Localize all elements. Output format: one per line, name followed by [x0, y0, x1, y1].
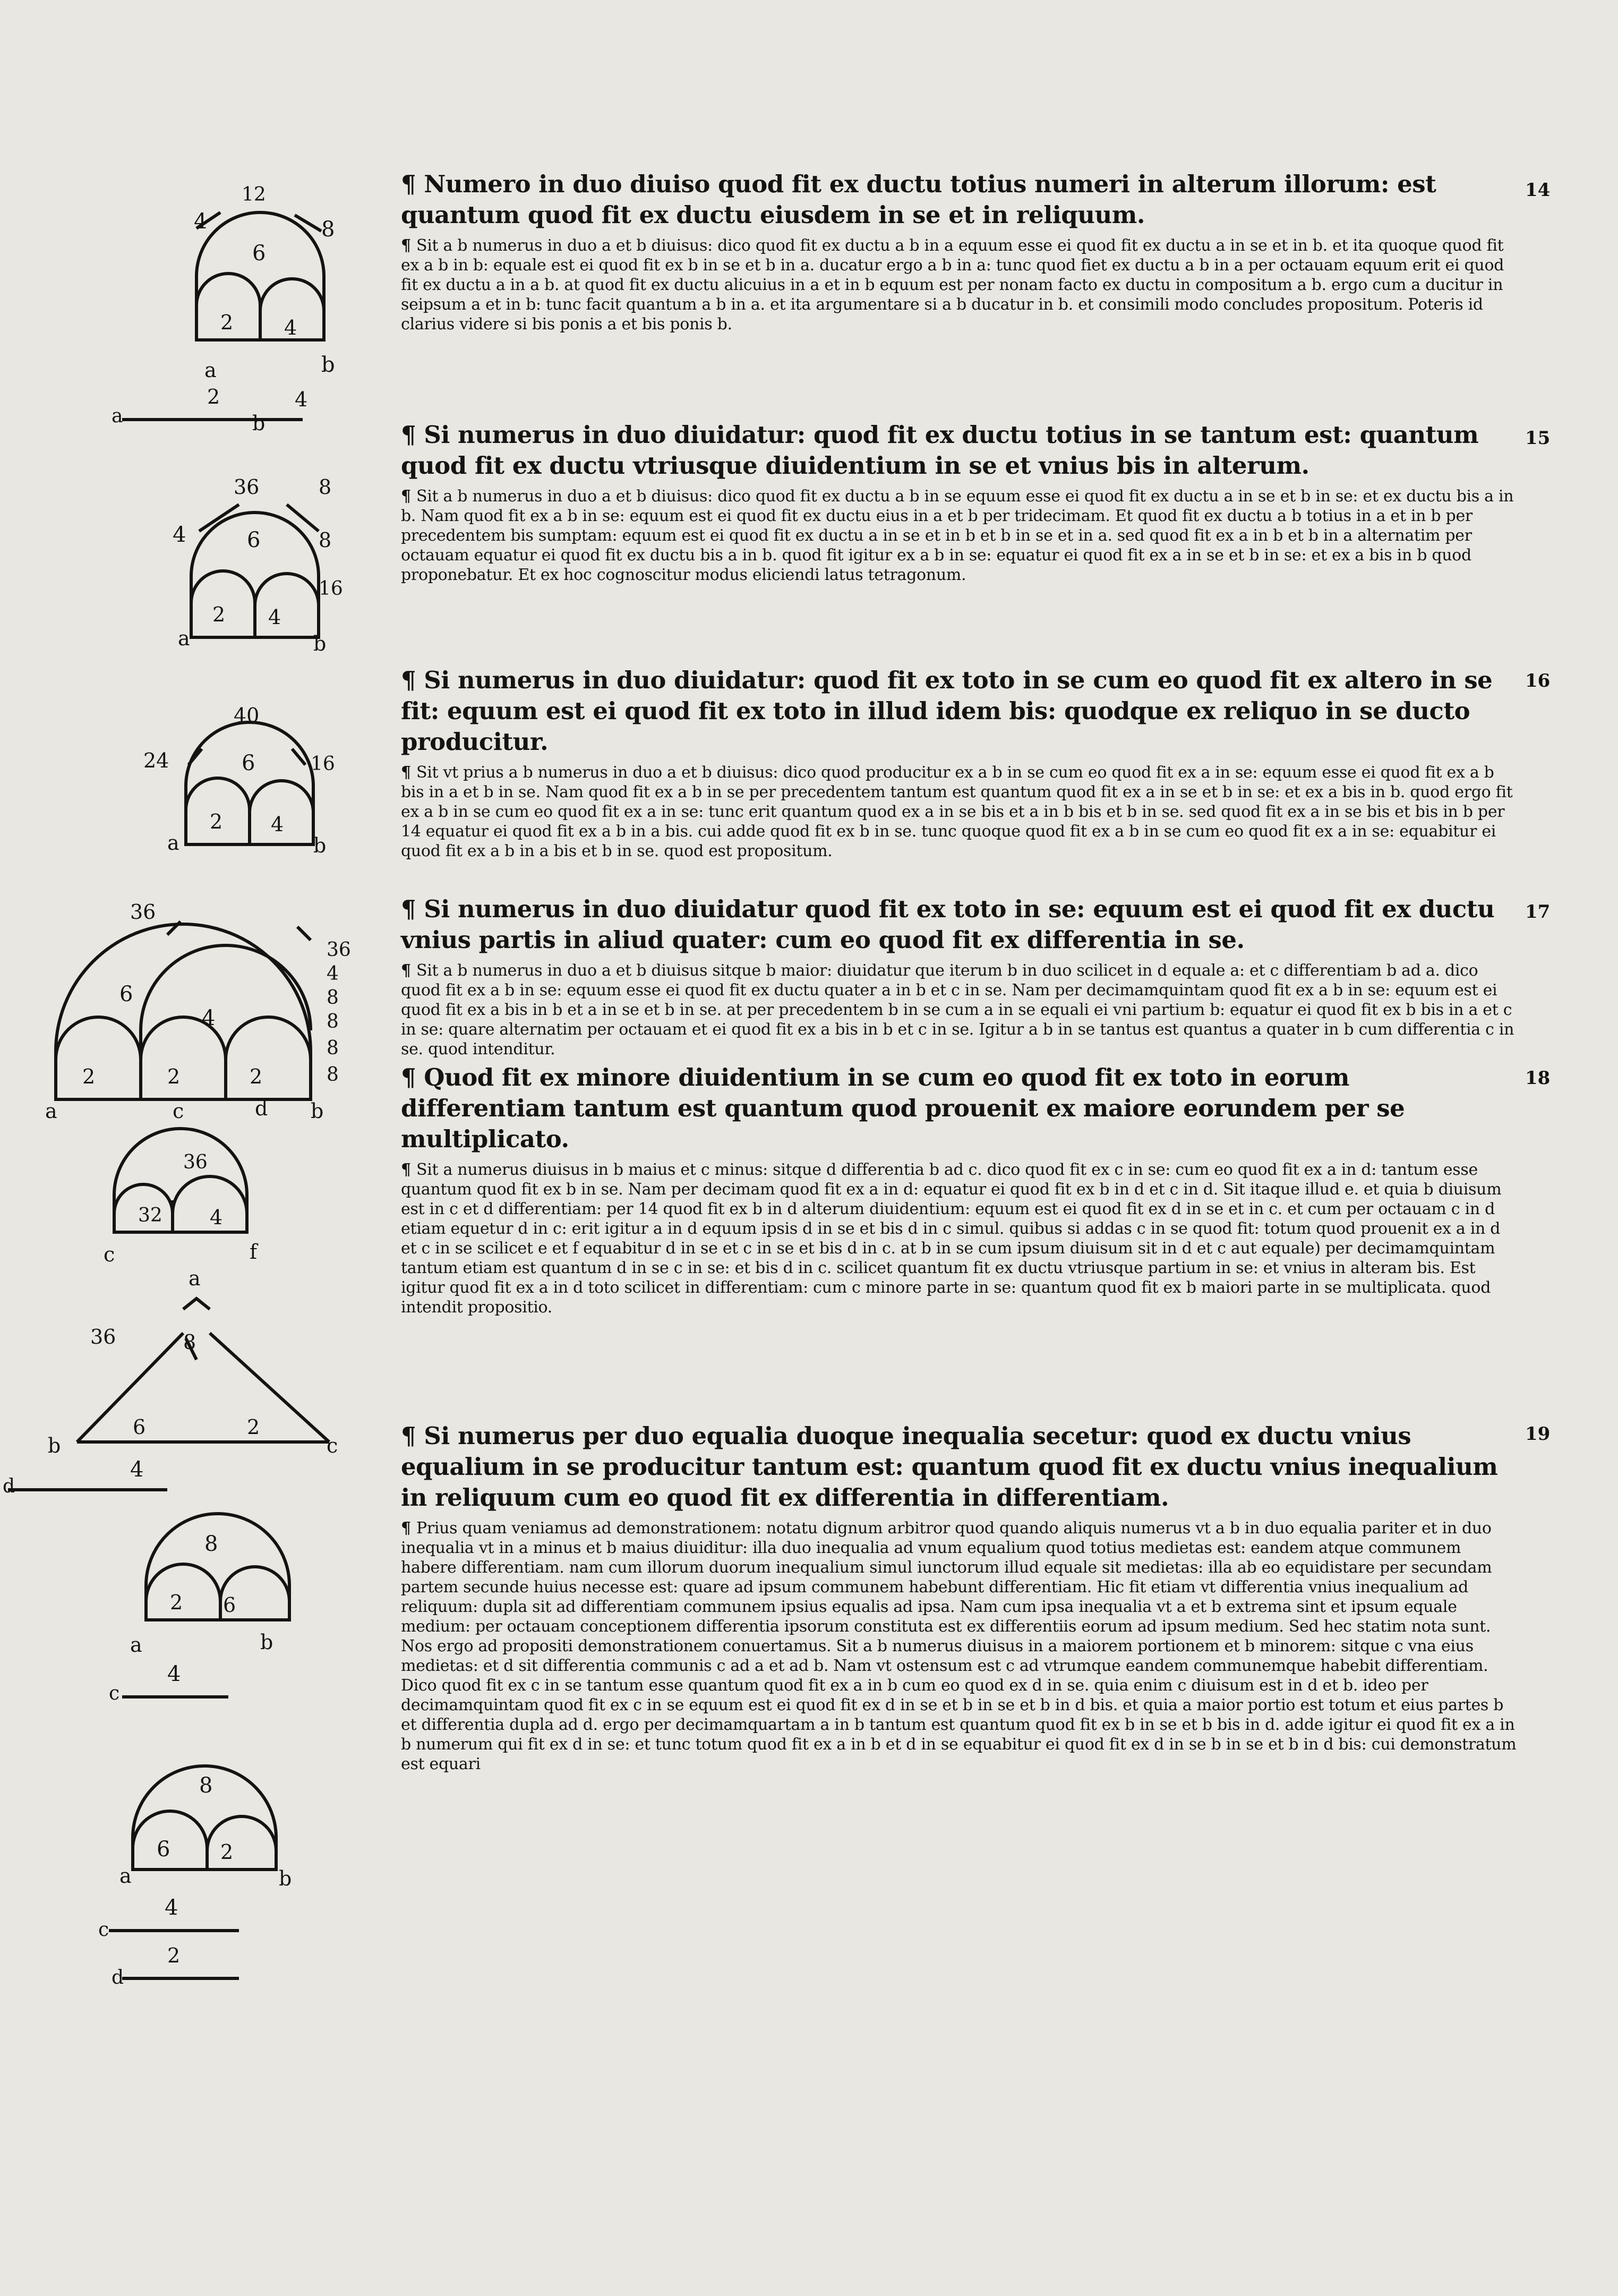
- figure-5: [104, 1129, 259, 1266]
- fig2-arch: 6: [247, 528, 261, 552]
- fig6-d: d: [3, 1475, 15, 1497]
- fig4-col-0: 4: [327, 963, 339, 985]
- fig1-arch: 6: [252, 241, 266, 266]
- fig7-c: c: [109, 1683, 120, 1704]
- fig3-arch: 6: [242, 751, 255, 775]
- fig1-lb: b: [252, 412, 266, 435]
- proposition-15: [401, 420, 1519, 585]
- fig7-c1: 2: [170, 1591, 183, 1614]
- fig4-col-3: 8: [327, 1037, 339, 1059]
- fig1-b: b: [321, 353, 335, 377]
- fig4-d: d: [255, 1097, 268, 1120]
- figure-6: [3, 1267, 338, 1497]
- figure-2: [173, 475, 343, 655]
- fig1-la: a: [112, 405, 123, 427]
- fig4-big: 6: [119, 982, 133, 1006]
- fig5-c2: 4: [210, 1206, 223, 1229]
- fig5-f: f: [250, 1240, 258, 1264]
- margin-figures: [0, 0, 382, 2296]
- fig5-c: c: [104, 1243, 115, 1266]
- fig7-b: b: [260, 1631, 273, 1654]
- fig4-tl: 36: [130, 900, 156, 924]
- proposition-number: 16: [1525, 670, 1551, 692]
- fig6-base1: 6: [133, 1415, 146, 1439]
- enunciation: ¶ Si numerus in duo diuidatur: quod fit ex toto in se cum eo quod fit ex altero in se fit: equum est ei quod fit ex toto in illud idem bis: quodque ex reliquo in se ducto producitur.: [401, 666, 1493, 756]
- fig3-top: 40: [234, 704, 260, 727]
- fig4-tr: 36: [327, 939, 351, 961]
- proposition-14: [401, 169, 1519, 334]
- proposition-18: [401, 1062, 1519, 1317]
- figure-8: [98, 1766, 292, 1988]
- fig2-tr: 8: [319, 475, 332, 499]
- fig6-below: 4: [130, 1457, 144, 1482]
- fig4-a: a: [45, 1099, 57, 1123]
- fig8-b: b: [279, 1867, 292, 1890]
- proof: ¶ Sit vt prius a b numerus in duo a et b diuisus: dico quod producitur ex a b in se cum eo quod fit ex a in se: equum esse ei quod fit ex a b bis in a et b in se. Nam quod fit ex a b in se per precedentem tantum est quantum quod fit ex a in se et b in se: et ex a bis in b. quod ergo fit ex a b in se cum eo quod fit ex a in se: tunc erit quantum quod ex a in se bis et a in b bis et b in se. sed quod fit ex a in se bis et bis in b per 14 equatur ei quod fit ex a b in a bis. cui adde quod fit ex b in se. tunc quoque quod fit ex a b in se cum eo quod fit ex a in se: equabitur ei quod fit ex a b in a bis et b in se. quod est propositum.: [401, 763, 1513, 860]
- fig4-s3: 2: [250, 1065, 263, 1088]
- fig1-right: 8: [321, 217, 335, 242]
- fig7-arch: 8: [204, 1532, 218, 1556]
- fig8-ld: d: [112, 1967, 124, 1988]
- proposition-number: 19: [1525, 1423, 1551, 1445]
- fig4-col-4: 8: [327, 1064, 339, 1086]
- fig6-left: 36: [90, 1325, 116, 1348]
- fig1-l2: 4: [295, 388, 308, 411]
- enunciation: ¶ Numero in duo diuiso quod fit ex ductu totius numeri in alterum illorum: est quantum quod fit ex ductu eiusdem in se et in reliquum.: [401, 170, 1436, 229]
- fig4-mid: 4: [202, 1006, 216, 1030]
- enunciation: ¶ Si numerus in duo diuidatur: quod fit ex ductu totius in se tantum est: quantum quod fit ex ductu vtriusque diuidentium in se et vnius bis in alterum.: [401, 421, 1479, 480]
- fig4-c: c: [173, 1099, 184, 1123]
- fig2-c2: 4: [268, 605, 281, 629]
- enunciation: ¶ Si numerus in duo diuidatur quod fit ex toto in se: equum est ei quod fit ex ductu vnius partis in aliud quater: cum eo quod fit ex differentia in se.: [401, 895, 1495, 954]
- fig1-c2: 4: [284, 316, 297, 339]
- figure-4: [45, 900, 351, 1123]
- proposition-16: [401, 665, 1519, 861]
- fig3-right: 16: [311, 753, 335, 775]
- fig8-c2: 2: [220, 1840, 234, 1864]
- fig2-b: b: [313, 632, 327, 655]
- fig8-arch: 8: [199, 1773, 213, 1798]
- figure-7: [109, 1514, 289, 1704]
- fig2-right: 8: [319, 528, 332, 552]
- fig6-a: a: [189, 1267, 201, 1290]
- proof: ¶ Sit a b numerus in duo a et b diuisus: dico quod fit ex ductu a b in se equum esse ei quod fit ex ductu a in se et b in se: et ex ductu bis a in b. Nam quod fit ex a b in se: equum est ei quod fit ex ductu eius in a et b per tridecimam. Et quod fit ex ductu a b totius in a et in b per precedentem bis sumptam: equum est ei quod fit ex ductu a in se et in b et b in se et in a. sed quod fit ex a in b et b in a alternatim per octauam equatur ei quod fit ex ductu bis a in b. quod fit igitur ex a b in se: equatur ei quod fit ex a in se et b in se: et ex a bis in b quod proponebatur. Et ex hoc cognoscitur modus eliciendi latus tetragonum.: [401, 487, 1514, 584]
- fig1-l1: 2: [207, 385, 220, 408]
- proposition-number: 17: [1525, 901, 1551, 923]
- fig6-base2: 2: [247, 1415, 260, 1439]
- fig3-b: b: [313, 834, 327, 857]
- fig4-s1: 2: [82, 1065, 96, 1088]
- fig2-r2: 16: [319, 578, 343, 600]
- fig8-a: a: [119, 1864, 132, 1888]
- fig2-c1: 2: [212, 603, 226, 626]
- proposition-number: 18: [1525, 1068, 1551, 1089]
- fig5-c1: 32: [138, 1205, 162, 1226]
- fig3-c1: 2: [210, 810, 223, 833]
- fig7-num: 4: [167, 1662, 181, 1686]
- proof: ¶ Sit a b numerus in duo a et b diuisus sitque b maior: diuidatur que iterum b in duo scilicet in d equale a: et c differentiam b ad a. dico quod fit ex a b in se: equum esse ei quod fit ex ductu quater a in b et c in se. Nam per decimamquintam quod fit ex a b in se: equum est ei quod fit ex a bis in b et a in se et b in se. at per precedentem b in se cum a in se equali ei vni partium b: equatur ei quod fit ex b bis in a et c in se: quare alternatim per octauam et ei quod fit ex a bis in b et c in se. Igitur a b in se tantus est quantus a quater in b cum differentia c in se. quod intenditur.: [401, 961, 1514, 1059]
- fig7-c2: 6: [223, 1593, 236, 1617]
- fig2-top: 36: [234, 475, 260, 499]
- fig2-a: a: [178, 627, 190, 650]
- figure-1: [112, 184, 335, 435]
- fig4-col-2: 8: [327, 1011, 339, 1032]
- fig1-top: 12: [242, 184, 266, 206]
- enunciation: ¶ Quod fit ex minore diuidentium in se cum eo quod fit ex toto in eorum differentiam tantum est quantum quod prouenit ex maiore eorundem per se multiplicato.: [401, 1063, 1405, 1153]
- proposition-17: [401, 894, 1519, 1059]
- fig6-c: c: [327, 1434, 338, 1457]
- fig2-left: 4: [173, 523, 186, 547]
- fig6-apex: 8: [183, 1330, 196, 1354]
- proposition-number: 15: [1525, 428, 1551, 449]
- fig8-c1: 6: [157, 1837, 170, 1862]
- figure-3: [143, 704, 335, 857]
- fig3-c2: 4: [271, 813, 284, 836]
- fig8-lc: c: [98, 1919, 109, 1941]
- proof: ¶ Prius quam veniamus ad demonstrationem: notatu dignum arbitror quod quando aliquis numerus vt a b in duo equalia pariter et in duo inequalia vt in a minus et b maius diuiditur: illa duo inequalia ad vnum equalium quod totius medietas est: eandem atque communem habere differentiam. nam cum illorum duorum inequalium simul iunctorum illud equale sit medietas: illa ab eo equidistare per secundam partem secunde huius necesse est: quare ad ipsum communem habebunt differentiam. Hic fit etiam vt differentia vnius inequalium ad reliquum: dupla sit ad differentiam communem ipsius equalis ad ipsa. Nam cum ipsa inequalia vt a et b extrema sint et ipsum equale medium: per octauam conceptionem differentia ipsorum constituta est ex differentiis eorum ad ipsum medium. Sed hec statim nota sunt. Nos ergo ad propositi demonstrationem conuertamus. Sit a b numerus diuisus in a maiorem portionem et b minorem: sitque c vna eius medietas: et d sit differentia communis c ad a et ad b. Nam vt ostensum est c ad vtrumque eandem communemque habebit differentiam. Dico quod fit ex c in se tantum esse quantum quod fit ex a in b cum eo quod ex d in se. quia enim c diuisum est in d et b. ideo per decimamquintam quod fit ex c in se equum est ei quod fit ex d in se et b in se et b in d bis. et quia a maior portio est totum et eius partes b et differentia dupla ad d. ergo per decimamquartam a in b tantum est quantum quod fit ex b in se et b bis in d. adde igitur ei quod fit ex a in b numerum qui fit ex d in se: et tunc totum quod fit ex a in b et d in se equabitur ei quod fit ex d in se b in se et b in d bis: cui demonstratum est equari: [401, 1519, 1517, 1773]
- proposition-number: 14: [1525, 180, 1551, 201]
- fig4-b: b: [311, 1099, 324, 1123]
- fig1-a: a: [204, 359, 217, 382]
- proposition-19: [401, 1421, 1519, 1774]
- fig8-l2: 2: [167, 1944, 181, 1967]
- enunciation: ¶ Si numerus per duo equalia duoque inequalia secetur: quod ex ductu vnius equalium in se producitur tantum est: quantum quod fit ex ductu vnius inequalium in reliquum cum eo quod fit ex differentia in differentiam.: [401, 1422, 1498, 1512]
- fig4-s2: 2: [167, 1065, 181, 1088]
- proof: ¶ Sit a b numerus in duo a et b diuisus: dico quod fit ex ductu a b in a equum esse ei quod fit ex ductu a in se et in b. et ita quoque quod fit ex a b in b: equale est ei quod fit ex b in se et b in a. ducatur ergo a b in a: tunc quod fiet ex ductu a b in a per octauam equum erit ei quod fit ex ductu a in a b. at quod fit ex ductu alicuius in a et in b equum est per nonam facto ex ductu in compositum a b. ergo cum a ducitur in seipsum a et in b: tunc facit quantum a b in a. et ita argumentare si a b ducatur in b. et consimili modo concludes propositum. Poteris id clarius videre si bis ponis a et bis ponis b.: [401, 236, 1504, 334]
- proof: ¶ Sit a numerus diuisus in b maius et c minus: sitque d differentia b ad c. dico quod fit ex c in se: cum eo quod fit ex a in d: tantum esse quantum quod fit ex b in se. Nam per decimam quod fit ex a in d: equatur ei quod fit ex b in d et c in d. Sit itaque illud e. et quia b diuisum est in c et d differentiam: per 14 quod fit ex b in d alterum diuidentium: equum est ei quod fit ex d in se et in c. et cum per octauam c in d etiam equetur d in c: erit igitur a in d equum ipsis d in se et bis d in c simul. quibus si addas c in se quod fit: totum quod prouenit ex a in d et c in se scilicet e et f equabitur d in se et c in se et bis d in c. at b in se cum ipsum diuisum sit in d et c aut equale) per decimamquintam tantum etiam est quantum d in se c in se: et bis d in c. scilicet quantum fit ex ductu vtriusque partium in se: et vnius in alteram bis. Est igitur quod fit ex a in d toto scilicet in differentiam: cum c minore parte in se: quantum quod fit ex b maiori parte in se multiplicata. quod intendit propositio.: [401, 1160, 1502, 1317]
- fig3-left: 24: [143, 749, 169, 772]
- fig3-a: a: [167, 831, 179, 855]
- fig4-col-1: 8: [327, 987, 339, 1009]
- fig5-arch: 36: [183, 1151, 208, 1173]
- fig6-b: b: [48, 1434, 61, 1457]
- fig8-l1: 4: [165, 1896, 178, 1920]
- fig7-a: a: [130, 1633, 142, 1657]
- fig1-c1: 2: [220, 311, 234, 334]
- fig1-left: 4: [194, 209, 208, 234]
